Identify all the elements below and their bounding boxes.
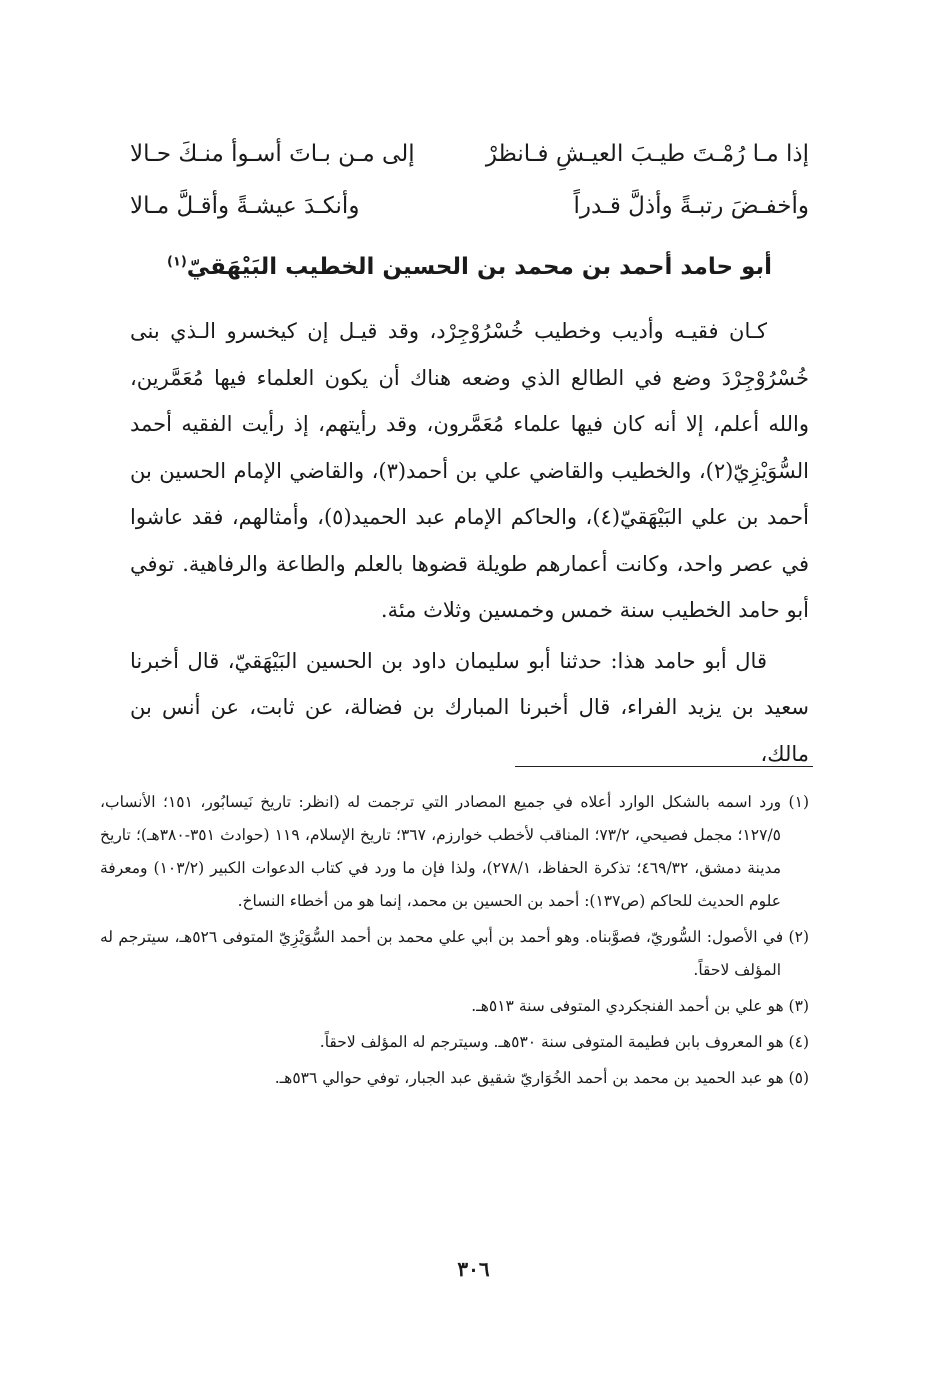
- verse-first-hemistich: إذا مـا رُمْـتَ طيـبَ العيـشِ فـانظرْ: [485, 141, 809, 167]
- footnote: (٥) هو عبد الحميد بن محمد بن أحمد الخُوَاريّ شقيق عبد الجبار، توفي حوالي ٥٣٦هـ.: [274, 1069, 809, 1087]
- footnote-divider: [515, 766, 813, 767]
- footnote: (٤) هو المعروف بابن فطيمة المتوفى سنة ٥٣٠هـ. وسيترجم له المؤلف لاحقاً.: [319, 1033, 809, 1051]
- poem-verse: [130, 128, 809, 180]
- footnote: (١) ورد اسمه بالشكل الوارد أعلاه في جميع المصادر التي ترجمت له (انظر: تاريخ نَيسابُور، ١٥١؛ الأنساب، ١٢٧/٥؛ مجمل فصيحي، ٧٣/٢؛ المناقب لأخطب خوارزم، ٣٦٧؛ تاريخ الإسلام، ١١٩ (حوادث ٣٥١-٣٨٠هـ)؛ تاريخ مدينة دمشق، ٤٦٩/٣٢؛ تذكرة الحفاظ، ٢٧٨/١)، ولذا فإن ما ورد في كتاب الدعوات الكبير (١٠٣/٢) ومعرفة علوم الحديث للحاكم (ص١٣٧): أحمد بن الحسين بن محمد، إنما هو من أخطاء النساخ.: [100, 793, 809, 910]
- footnotes: [100, 786, 809, 1098]
- verse-first-hemistich: وأخفـضَ رتبـةً وأذلَّ قـدراً: [573, 193, 809, 219]
- footnote: (٣) هو علي بن أحمد الفنجكردي المتوفى سنة ٥١٣هـ.: [471, 997, 809, 1015]
- entry-title: أبو حامد أحمد بن محمد بن الحسين الخطيب البَيْهَقيّ: [186, 254, 773, 280]
- footnote-marker: (١): [166, 254, 187, 270]
- body-paragraph: قال أبو حامد هذا: حدثنا أبو سليمان داود بن الحسين البَيْهَقيّ، قال أخبرنا سعيد بن يزيد الفراء، قال أخبرنا المبارك بن فضالة، عن ثابت، عن أنس بن مالك،: [130, 648, 809, 766]
- body-paragraph: كـان فقيـه وأديب وخطيب خُسْرُوْجِرْد، وقد قيـل إن كيخسرو الـذي بنى خُسْرُوْجِرْدَ وضع في الطالع الذي وضعه هناك أن يكون العلماء فيها مُعَمَّرين، والله أعلم، إلا أنه كان فيها علماء مُعَمَّرون، وقد رأيتهم، إذ رأيت الفقيه أحمد السُّوَيْزِيّ(٢)، والخطيب والقاضي علي بن أحمد(٣)، والقاضي الإمام الحسين بن أحمد بن علي البَيْهَقيّ(٤)، والحاكم الإمام عبد الحميد(٥)، وأمثالهم، فقد عاشوا في عصر واحد، وكانت أعمارهم طويلة قضوها بالعلم والطاعة والرفاهية. توفي أبو حامد الخطيب سنة خمس وخمسين وثلاث مئة.: [130, 319, 810, 622]
- main-text: [130, 308, 809, 777]
- poem-verse: [130, 180, 809, 232]
- page-number: ٣٠٦: [457, 1257, 490, 1281]
- verse-second-hemistich: وأنكـدَ عيشـةً وأقـلَّ مـالا: [130, 193, 360, 219]
- verse-second-hemistich: إلى مـن بـاتَ أسـوأ منـكَ حـالا: [130, 141, 415, 167]
- poem: [130, 128, 809, 232]
- entry-heading: [130, 243, 809, 291]
- footnote: (٢) في الأصول: السُّوريّ، فصوَّبناه. وهو أحمد بن أبي علي محمد بن أحمد السُّوَيْزِيّ المتوفى ٥٢٦هـ، سيترجم له المؤلف لاحقاً.: [100, 928, 809, 979]
